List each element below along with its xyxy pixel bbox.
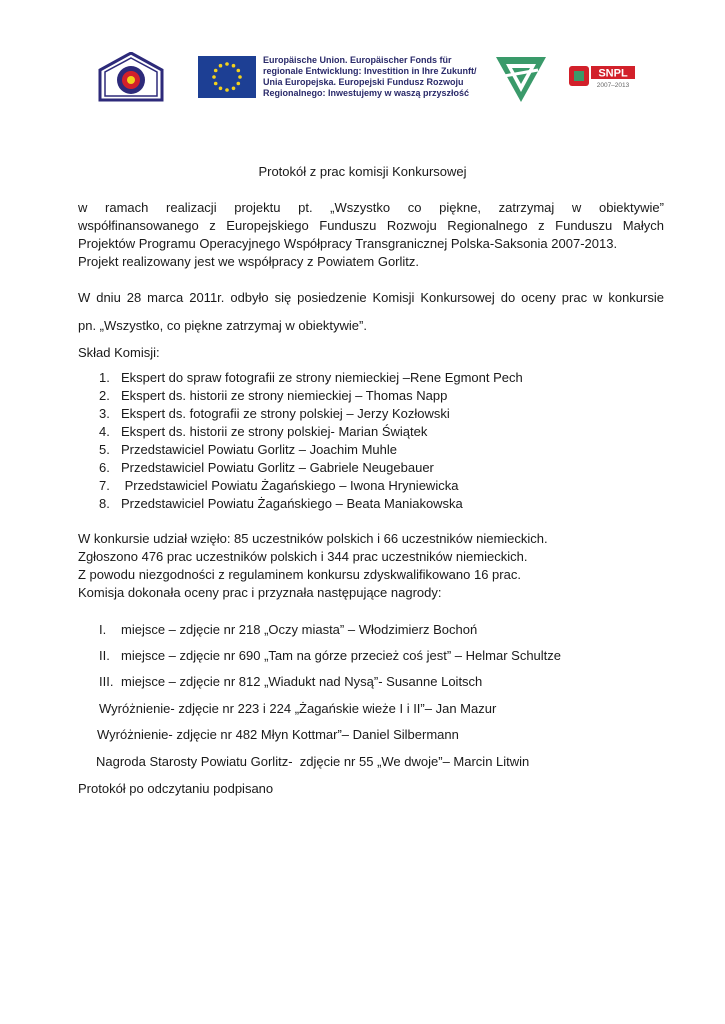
page-title: Protokół z prac komisji Konkursowej (258, 164, 467, 179)
intro-line: Projekt realizowany jest we współpracy z Powiatem Gorlitz. (78, 254, 420, 269)
committee-item: Ekspert ds. fotografii ze strony polskiej – Jerzy Kozłowski (121, 406, 450, 421)
eu-text-line: Europäische Union. Europäischer Fonds für (263, 55, 452, 65)
committee-item-number: 4. (99, 424, 110, 439)
eu-stars-icon (198, 56, 256, 98)
committee-item: Przedstawiciel Powiatu Gorlitz – Joachim Muhle (121, 442, 397, 457)
distinction-line: Wyróżnienie- zdjęcie nr 482 Młyn Kottmar”– Daniel Silbermann (97, 727, 459, 742)
committee-item-number: 6. (99, 460, 110, 475)
summary-line: Komisja dokonała oceny prac i przyznała następujące nagrody: (78, 585, 442, 600)
eu-text-line: Regionalnego: Inwestujemy w waszą przyszłość (263, 88, 470, 98)
committee-item: Przedstawiciel Powiatu Gorlitz – Gabriele Neugebauer (121, 460, 434, 475)
triangle-logo (494, 54, 548, 104)
eu-text-line: Unia Europejska. Europejski Fundusz Rozwoju (263, 77, 464, 87)
committee-item-number: 5. (99, 442, 110, 457)
committee-item: Ekspert ds. historii ze strony polskiej- Marian Świątek (121, 424, 428, 439)
committee-item: Przedstawiciel Powiatu Żagańskiego – Beata Maniakowska (121, 496, 463, 511)
summary-line: Z powodu niezgodności z regulaminem konkursu zdyskwalifikowano 16 prac. (78, 567, 521, 582)
committee-item-number: 1. (99, 370, 110, 385)
committee-item: Przedstawiciel Powiatu Żagańskiego – Iwona Hryniewicka (121, 478, 459, 493)
intro-line: w ramach realizacji projektu pt. „Wszystko co piękne, zatrzymaj w obiektywie” (78, 200, 664, 215)
committee-item: Ekspert do spraw fotografii ze strony niemieckiej –Rene Egmont Pech (121, 370, 523, 385)
committee-item-number: 8. (99, 496, 110, 511)
eu-text-line: regionale Entwicklung: Investition in Ihre Zukunft/ (263, 66, 477, 76)
summary-line: Zgłoszono 476 prac uczestników polskich i 344 prac uczestników niemieckich. (78, 549, 528, 564)
meeting-line: pn. „Wszystko, co piękne zatrzymaj w obiektywie”. (78, 318, 367, 333)
summary-line: W konkursie udział wzięło: 85 uczestników polskich i 66 uczestników niemieckich. (78, 531, 548, 546)
award-item: miejsce – zdjęcie nr 812 „Wiadukt nad Nysą”- Susanne Loitsch (121, 674, 483, 689)
intro-line: współfinansowanego z Europejskiego Funduszu Rozwoju Regionalnego z Funduszu Małych (78, 218, 664, 233)
eu-funding-text (263, 55, 493, 99)
snpl-logo (569, 65, 637, 89)
award-item: miejsce – zdjęcie nr 690 „Tam na górze przecież coś jest” – Helmar Schultze (121, 648, 562, 663)
closing-line: Protokół po odczytaniu podpisano (78, 781, 274, 796)
eu-flag-logo (198, 56, 256, 98)
meeting-line: W dniu 28 marca 2011r. odbyło się posiedzenie Komisji Konkursowej do oceny prac w konkursie (78, 290, 664, 305)
committee-item-number: 2. (99, 388, 110, 403)
committee-item-number: 3. (99, 406, 110, 421)
award-item: miejsce – zdjęcie nr 218 „Oczy miasta” – Włodzimierz Bochoń (121, 622, 478, 637)
award-number: II. (99, 648, 110, 663)
committee-item: Ekspert ds. historii ze strony niemieckiej – Thomas Napp (121, 388, 448, 403)
award-number: I. (99, 622, 107, 637)
house-badge-icon (98, 52, 164, 102)
snpl-years: 2007–2013 (596, 82, 630, 89)
distinction-line: Nagroda Starosty Powiatu Gorlitz- zdjęcie nr 55 „We dwoje”– Marcin Litwin (96, 754, 530, 769)
committee-heading: Skład Komisji: (78, 345, 160, 360)
euroregion-logo (98, 52, 164, 102)
snpl-text: SNPL (598, 67, 628, 80)
committee-item-number: 7. (99, 478, 110, 493)
distinction-line: Wyróżnienie- zdjęcie nr 223 i 224 „Żagańskie wieże I i II”– Jan Mazur (99, 701, 497, 716)
intro-line: Projektów Programu Operacyjnego Współpracy Transgranicznej Polska-Saksonia 2007-2013. (78, 236, 618, 251)
green-triangle-icon (494, 54, 548, 104)
award-number: III. (99, 674, 114, 689)
snpl-badge-icon (569, 65, 637, 89)
